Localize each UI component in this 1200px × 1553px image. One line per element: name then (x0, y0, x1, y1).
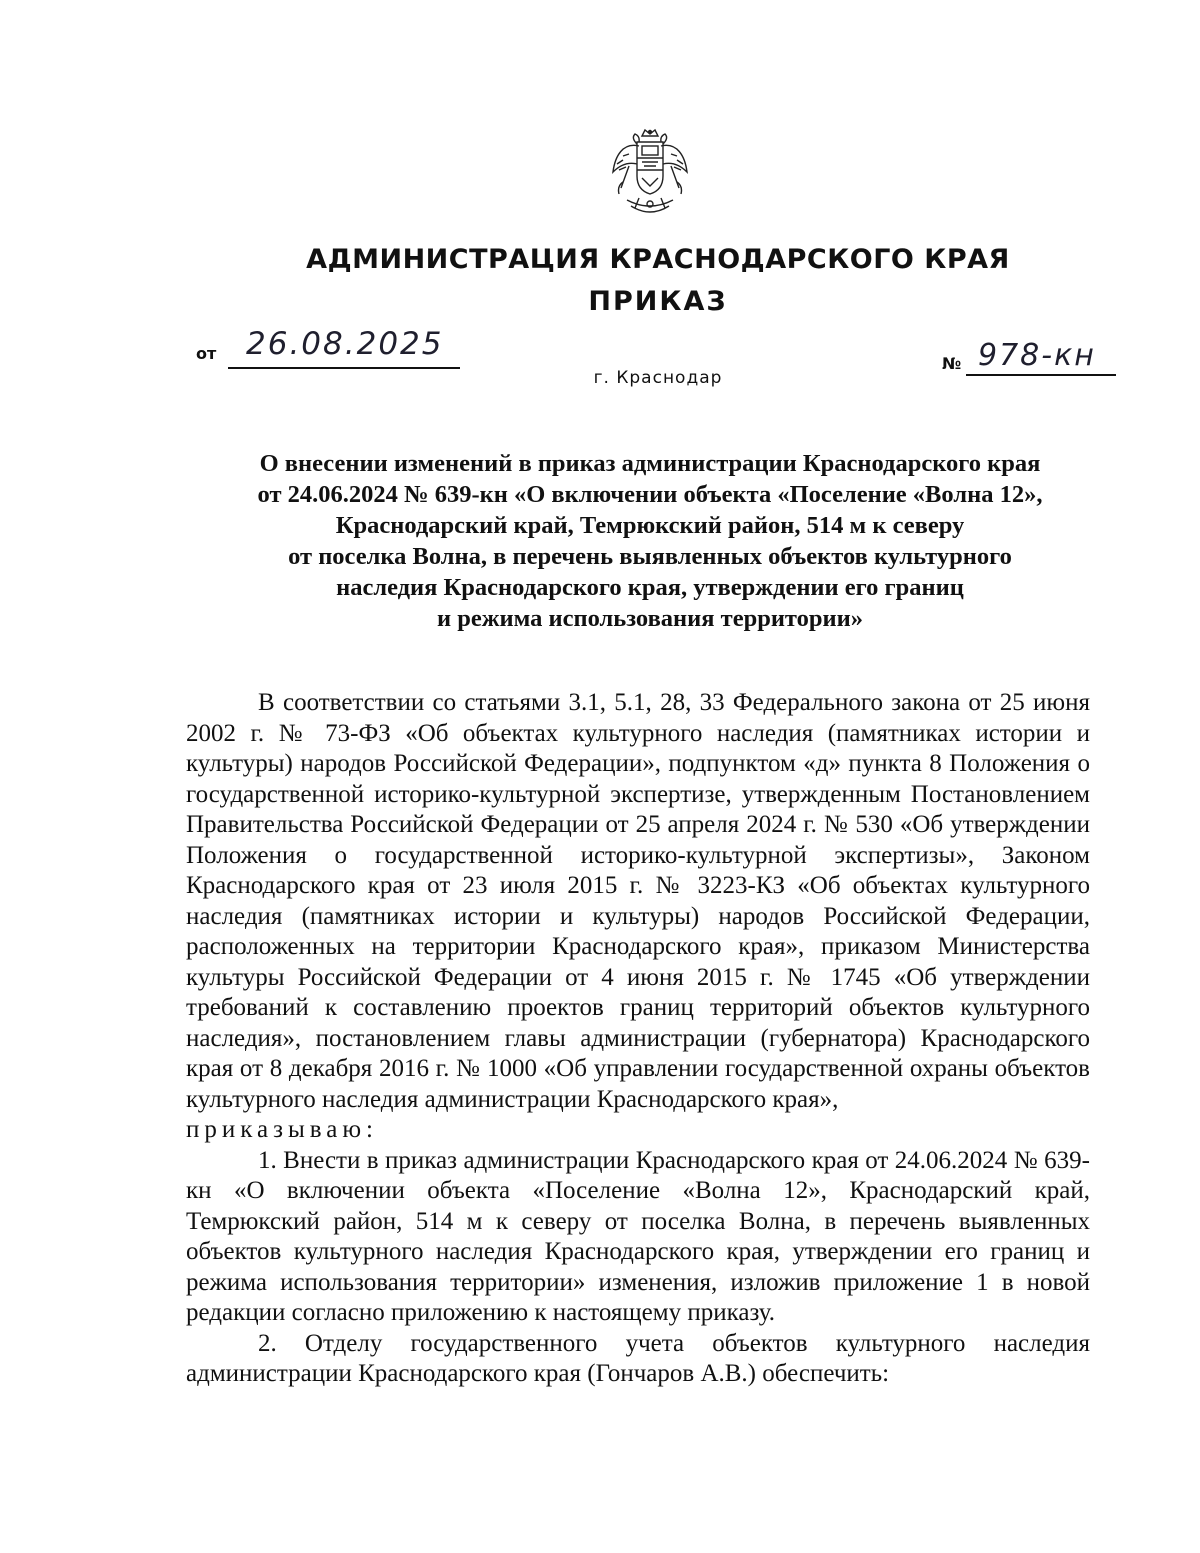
preamble-paragraph (186, 688, 1090, 1146)
heading-line: Краснодарский край, Темрюкский район, 514 м к северу (335, 512, 965, 539)
order-word: приказываю: (186, 1116, 378, 1143)
organization-title: АДМИНИСТРАЦИЯ КРАСНОДАРСКОГО КРАЯ (306, 244, 1010, 275)
order-item-2: 2. Отделу государственного учета объектов культурного наследия администрации Краснодарского края (Гончаров А.В.) обеспечить: (186, 1329, 1090, 1387)
heading-line: и режима использования территории» (436, 605, 864, 632)
order-item-1: 1. Внести в приказ администрации Краснодарского края от 24.06.2024 № 639-кн «О включении объекта «Поселение «Волна 12», Краснодарский край, Темрюкский район, 514 м к северу от поселка Волна, в перечень выявленных объектов культурного наследия Краснодарского края, утверждении его границ и режима использования территории» изменения, изложив приложение 1 в новой редакции согласно приложению к настоящему приказу. (186, 1146, 1090, 1326)
heading-line: О внесении изменений в приказ администрации Краснодарского края (259, 450, 1041, 477)
heading-line: от поселка Волна, в перечень выявленных объектов культурного (288, 543, 1012, 570)
heading-line: от 24.06.2024 № 639-кн «О включении объекта «Поселение «Волна 12», (257, 481, 1043, 508)
city-label: г. Краснодар (593, 368, 723, 388)
document-heading (150, 448, 1150, 634)
handwritten-number: 978-кн (978, 338, 1096, 373)
document-body (186, 688, 1090, 1390)
heading-line: наследия Краснодарского края, утверждении его границ (336, 574, 964, 601)
preamble-text: В соответствии со статьями 3.1, 5.1, 28, 33 Федерального закона от 25 июня 2002 г. № 73-ФЗ «Об объектах культурного наследия (памятниках истории и культуры) народов Российской Федерации», подпунктом «д» пункта 8 Положения о государственной историко-культурной экспертизе, утвержденным Постановлением Правительства Российской Федерации от 25 апреля 2024 г. № 530 «Об утверждении Положения о государственной историко-культурной экспертизы», Законом Краснодарского края от 23 июля 2015 г. № 3223-КЗ «Об объектах культурного наследия (памятниках истории и культуры) народов Российской Федерации, расположенных на территории Краснодарского края», приказом Министерства культуры Российской Федерации от 4 июня 2015 г. № 1745 «Об утверждении требований к составлению проектов границ территорий объектов культурного наследия», постановлением главы администрации (губернатора) Краснодарского края от 8 декабря 2016 г. № 1000 «Об управлении государственной охраны объектов культурного наследия администрации Краснодарского края», (186, 689, 1090, 1113)
number-label: № (942, 354, 962, 373)
coat-of-arms-emblem (609, 128, 691, 220)
date-label: от (196, 344, 217, 363)
number-underline (966, 374, 1116, 376)
handwritten-date: 26.08.2025 (246, 326, 444, 362)
document-type: ПРИКАЗ (588, 286, 728, 317)
